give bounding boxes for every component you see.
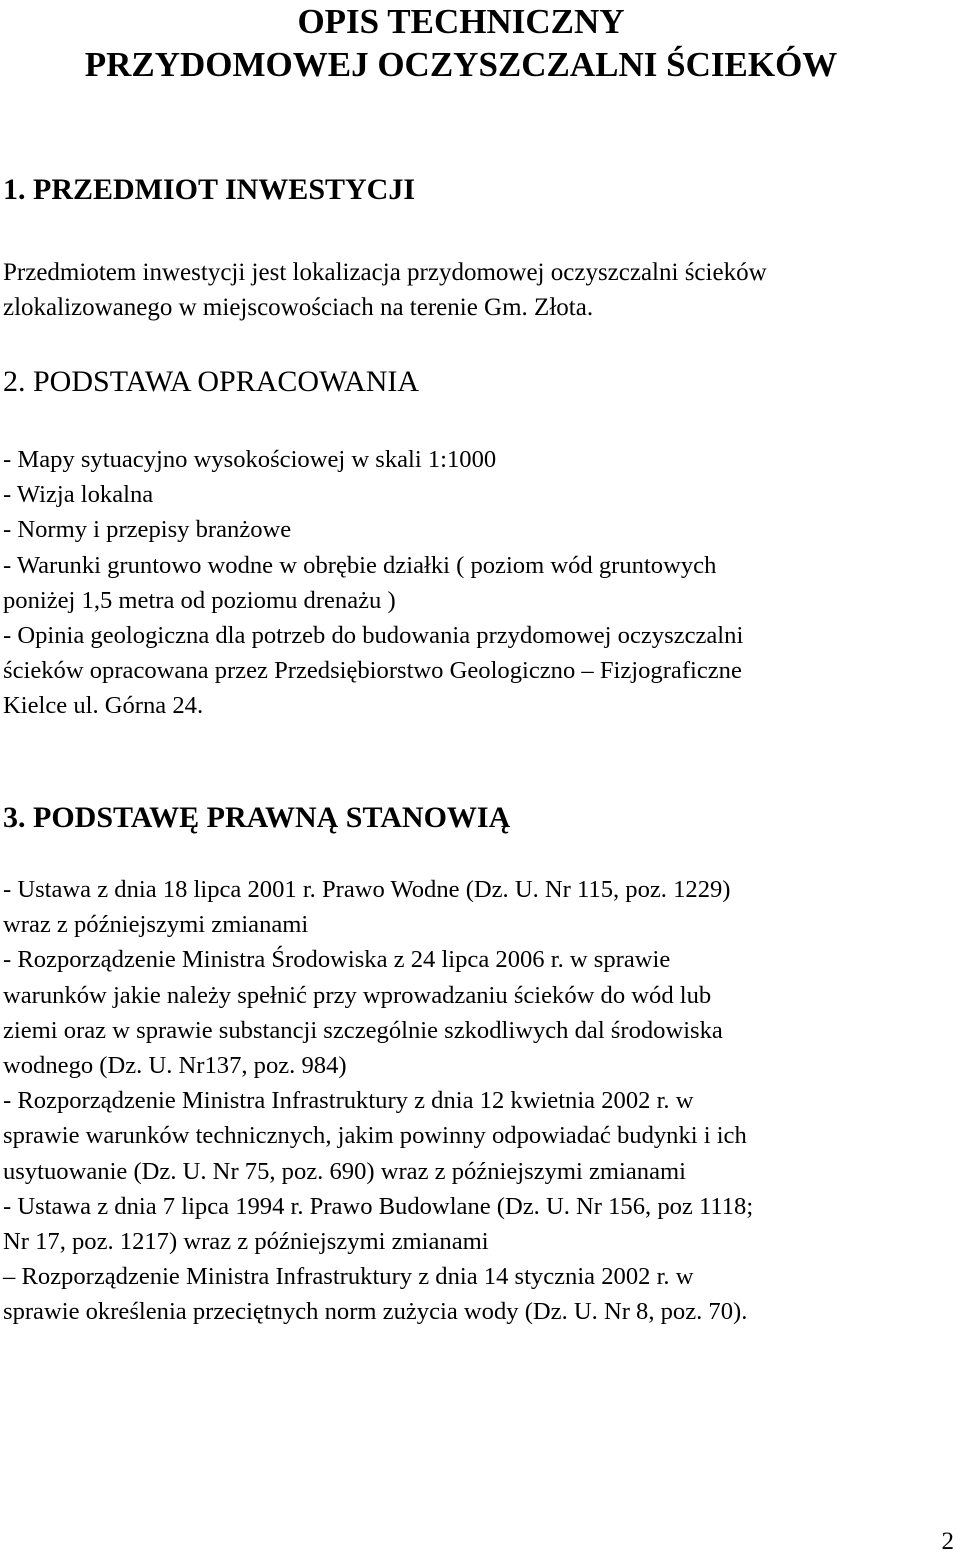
section-2-line: ścieków opracowana przez Przedsiębiorstwo Geologiczno – Fizjograficzne — [3, 657, 742, 685]
section-3-line: - Ustawa z dnia 18 lipca 2001 r. Prawo Wodne (Dz. U. Nr 115, poz. 1229) — [3, 876, 731, 903]
section-3-line: - Rozporządzenie Ministra Infrastruktury z dnia 12 kwietnia 2002 r. w — [3, 1087, 694, 1115]
title-line-2: PRZYDOMOWEJ OCZYSZCZALNI ŚCIEKÓW — [84, 45, 838, 84]
section-1-line: Przedmiotem inwestycji jest lokalizacja przydomowej oczyszczalni ścieków — [3, 259, 767, 286]
title-line-1: OPIS TECHNICZNY — [297, 2, 625, 41]
section-3-line: - Rozporządzenie Ministra Środowiska z 24 lipca 2006 r. w sprawie — [3, 946, 671, 974]
section-2-line: Kielce ul. Górna 24. — [3, 692, 204, 720]
page-number: 2 — [941, 1528, 954, 1555]
section-3-line: usytuowanie (Dz. U. Nr 75, poz. 690) wraz z późniejszymi zmianami — [3, 1157, 686, 1185]
section-2-line: - Wizja lokalna — [3, 481, 154, 509]
section-2-line: - Mapy sytuacyjno wysokościowej w skali 1:1000 — [3, 446, 497, 473]
section-2-line: - Normy i przepisy branżowe — [3, 516, 292, 544]
section-3-line: sprawie określenia przeciętnych norm zużycia wody (Dz. U. Nr 8, poz. 70). — [3, 1298, 748, 1326]
document-title — [0, 0, 922, 86]
section-2-body — [3, 442, 953, 724]
section-1-heading: 1. PRZEDMIOT INWESTYCJI — [3, 173, 416, 206]
section-2-line: - Opinia geologiczna dla potrzeb do budowania przydomowej oczyszczalni — [3, 622, 744, 650]
section-3-line: ziemi oraz w sprawie substancji szczególnie szkodliwych dal środowiska — [3, 1016, 723, 1044]
section-3-line: sprawie warunków technicznych, jakim powinny odpowiadać budynki i ich — [3, 1122, 747, 1150]
section-3-heading: 3. PODSTAWĘ PRAWNĄ STANOWIĄ — [3, 801, 511, 834]
section-1-body — [3, 255, 953, 325]
section-3-line: – Rozporządzenie Ministra Infrastruktury z dnia 14 stycznia 2002 r. w — [3, 1263, 694, 1291]
section-2-line: poniżej 1,5 metra od poziomu drenażu ) — [3, 586, 396, 614]
section-3-line: wraz z późniejszymi zmianami — [3, 911, 309, 939]
section-3-line: warunków jakie należy spełnić przy wprowadzaniu ścieków do wód lub — [3, 981, 712, 1009]
section-3-line: - Ustawa z dnia 7 lipca 1994 r. Prawo Budowlane (Dz. U. Nr 156, poz 1118; — [3, 1192, 754, 1220]
section-1-line: zlokalizowanego w miejscowościach na terenie Gm. Złota. — [3, 294, 594, 321]
section-2-line: - Warunki gruntowo wodne w obrębie działki ( poziom wód gruntowych — [3, 551, 717, 579]
section-2-heading: 2. PODSTAWA OPRACOWANIA — [3, 365, 420, 398]
section-3-line: Nr 17, poz. 1217) wraz z późniejszymi zmianami — [3, 1228, 489, 1256]
section-3-line: wodnego (Dz. U. Nr137, poz. 984) — [3, 1052, 347, 1080]
section-3-body — [3, 872, 953, 1330]
